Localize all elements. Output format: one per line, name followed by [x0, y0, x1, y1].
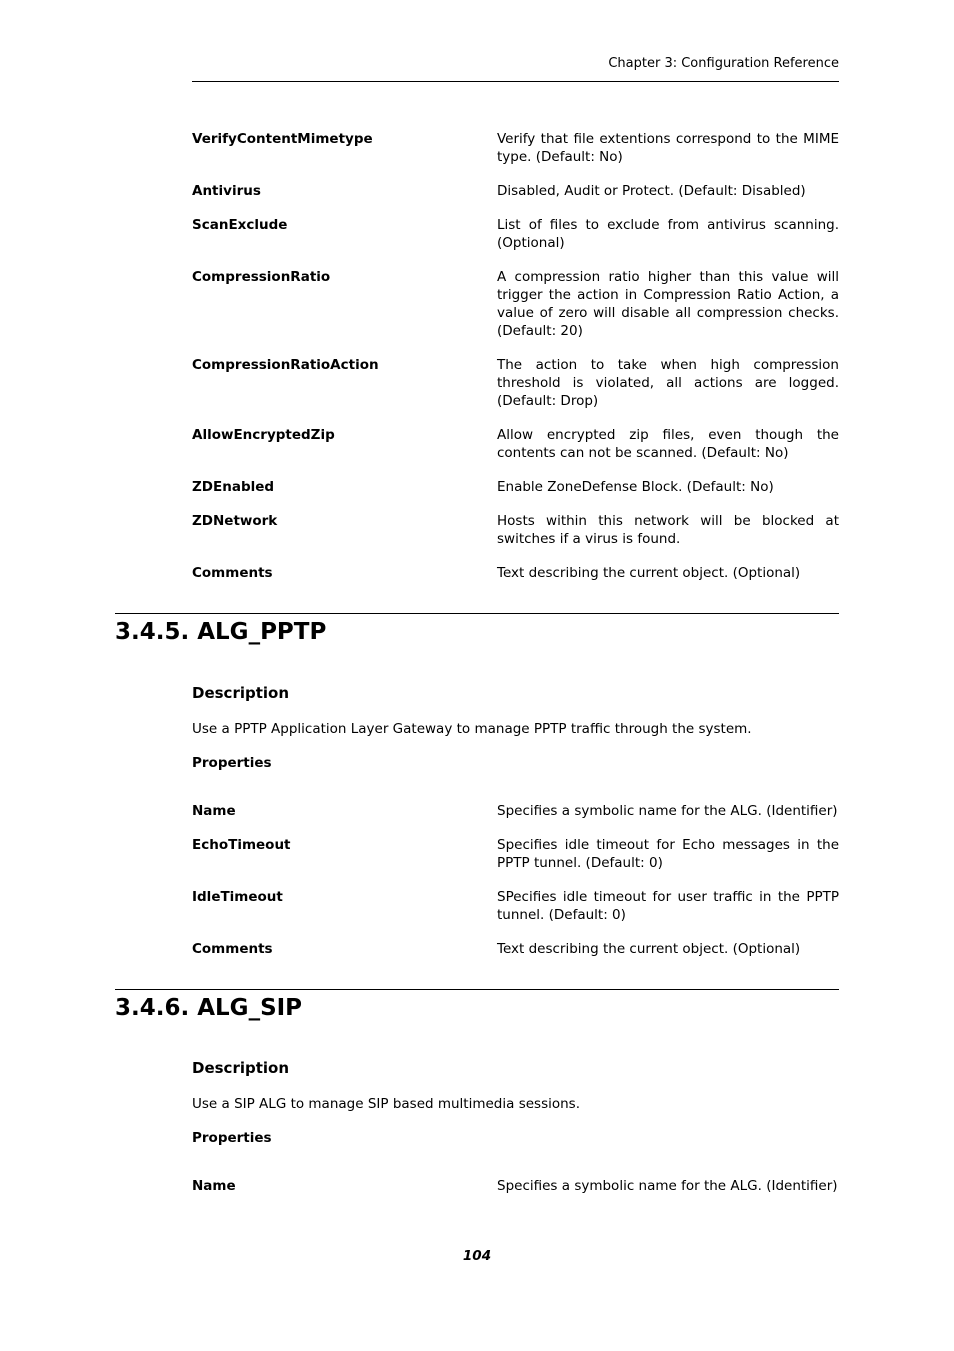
properties-heading: Properties — [192, 1130, 272, 1146]
property-name: IdleTimeout — [192, 889, 283, 905]
property-name: CompressionRatioAction — [192, 357, 379, 373]
property-description: Enable ZoneDefense Block. (Default: No) — [497, 479, 774, 495]
description-heading: Description — [192, 684, 290, 702]
property-description: Allow encrypted zip files, even though the contents can not be scanned. (Default: No) — [497, 427, 839, 461]
section-heading: 3.4.6. ALG_SIP — [115, 995, 303, 1021]
property-description: The action to take when high compression threshold is violated, all actions are logged. (Default: Drop) — [497, 357, 839, 409]
description-text: Use a PPTP Application Layer Gateway to manage PPTP traffic through the system. — [192, 721, 752, 737]
page-header — [192, 56, 839, 82]
property-name: Antivirus — [192, 183, 261, 199]
property-description: Specifies a symbolic name for the ALG. (Identifier) — [497, 1178, 838, 1194]
property-description: SPecifies idle timeout for user traffic in the PPTP tunnel. (Default: 0) — [497, 889, 839, 923]
property-name: Comments — [192, 565, 273, 581]
property-description: Disabled, Audit or Protect. (Default: Disabled) — [497, 183, 806, 199]
property-name: EchoTimeout — [192, 837, 291, 853]
property-description: Specifies idle timeout for Echo messages in the PPTP tunnel. (Default: 0) — [497, 837, 839, 871]
property-description: Specifies a symbolic name for the ALG. (Identifier) — [497, 803, 838, 819]
property-name: VerifyContentMimetype — [192, 131, 373, 147]
property-description: Hosts within this network will be blocked at switches if a virus is found. — [497, 513, 839, 547]
section-heading: 3.4.5. ALG_PPTP — [115, 619, 327, 645]
description-heading: Description — [192, 1059, 290, 1077]
property-name: Comments — [192, 941, 273, 957]
properties-heading: Properties — [192, 755, 272, 771]
property-name: Name — [192, 1178, 236, 1194]
description-text: Use a SIP ALG to manage SIP based multimedia sessions. — [192, 1096, 580, 1112]
property-description: Text describing the current object. (Optional) — [497, 941, 801, 957]
property-description: Text describing the current object. (Optional) — [497, 565, 801, 581]
property-name: ZDEnabled — [192, 479, 275, 495]
property-description: Verify that file extentions correspond to the MIME type. (Default: No) — [497, 131, 839, 165]
section-divider — [115, 613, 839, 614]
property-name: ZDNetwork — [192, 513, 278, 529]
property-name: Name — [192, 803, 236, 819]
chapter-title: Chapter 3: Configuration Reference — [608, 56, 839, 71]
property-name: AllowEncryptedZip — [192, 427, 335, 443]
page-number: 104 — [462, 1248, 492, 1264]
section-divider — [115, 989, 839, 990]
property-name: CompressionRatio — [192, 269, 331, 285]
property-description: A compression ratio higher than this value will trigger the action in Compression Ratio Action, a value of zero will disable all compression checks. (Default: 20) — [497, 269, 839, 339]
property-name: ScanExclude — [192, 217, 288, 233]
property-description: List of files to exclude from antivirus scanning. (Optional) — [497, 217, 839, 251]
